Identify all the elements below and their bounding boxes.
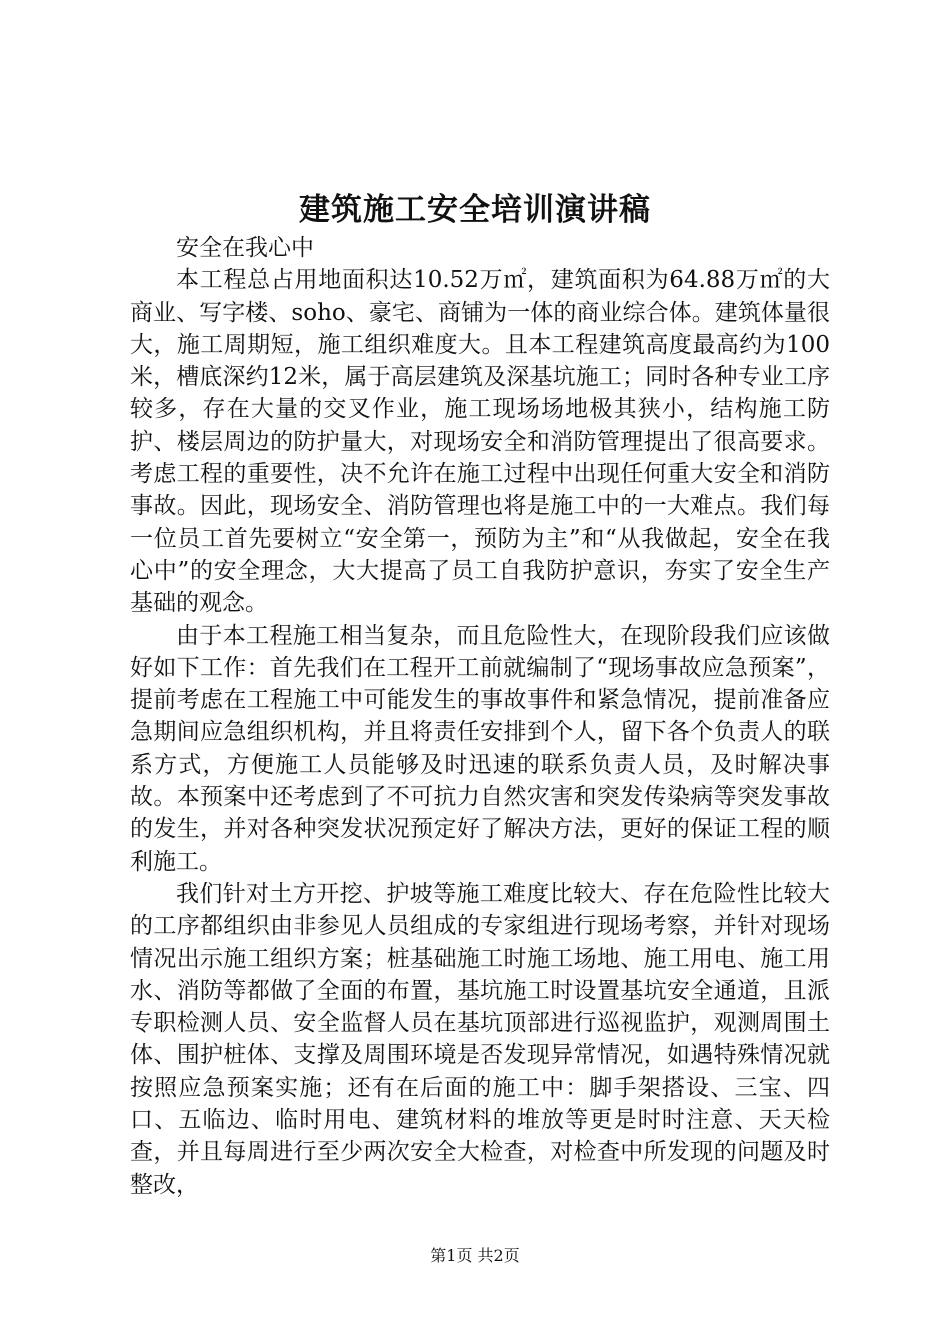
document-subheading: 安全在我心中 xyxy=(176,235,314,261)
paragraph-2: 由于本工程施工相当复杂，而且危险性大，在现阶段我们应该做好如下工作：首先我们在工程开工前就编制了“现场事故应急预案”，提前考虑在工程施工中可能发生的事故事件和紧急情况，提前准备应急期间应急组织机构，并且将责任安排到个人，留下各个负责人的联系方式，方便施工人员能够及时迅速的联系负责人员，及时解决事故。本预案中还考虑到了不可抗力自然灾害和突发传染病等突发事故的发生，并对各种突发状况预定好了解决方法，更好的保证工程的顺利施工。 xyxy=(130,622,830,875)
document-body xyxy=(130,232,830,1201)
page-number-footer: 第1页 共2页 xyxy=(430,1246,520,1265)
document-title: 建筑施工安全培训演讲稿 xyxy=(299,192,651,228)
paragraph-3: 我们针对土方开挖、护坡等施工难度比较大、存在危险性比较大的工序都组织由非参见人员组成的专家组进行现场考察，并针对现场情况出示施工组织方案；桩基础施工时施工场地、施工用电、施工用水、消防等都做了全面的布置，基坑施工时设置基坑安全通道，且派专职检测人员、安全监督人员在基坑顶部进行巡视监护，观测周围土体、围护桩体、支撑及周围环境是否发现异常情况，如遇特殊情况就按照应急预案实施；还有在后面的施工中：脚手架搭设、三宝、四口、五临边、临时用电、建筑材料的堆放等更是时时注意、天天检查，并且每周进行至少两次安全大检查，对检查中所发现的问题及时整改， xyxy=(130,880,830,1198)
paragraph-1: 本工程总占用地面积达10.52万㎡，建筑面积为64.88万㎡的大商业、写字楼、soho、豪宅、商铺为一体的商业综合体。建筑体量很大，施工周期短，施工组织难度大。且本工程建筑高度最高约为100米，槽底深约12米，属于高层建筑及深基坑施工；同时各种专业工序较多，存在大量的交叉作业，施工现场场地极其狭小，结构施工防护、楼层周边的防护量大，对现场安全和消防管理提出了很高要求。考虑工程的重要性，决不允许在施工过程中出现任何重大安全和消防事故。因此，现场安全、消防管理也将是施工中的一大难点。我们每一位员工首先要树立“安全第一，预防为主”和“从我做起，安全在我心中”的安全理念，大大提高了员工自我防护意识，夯实了安全生产基础的观念。 xyxy=(130,267,830,617)
